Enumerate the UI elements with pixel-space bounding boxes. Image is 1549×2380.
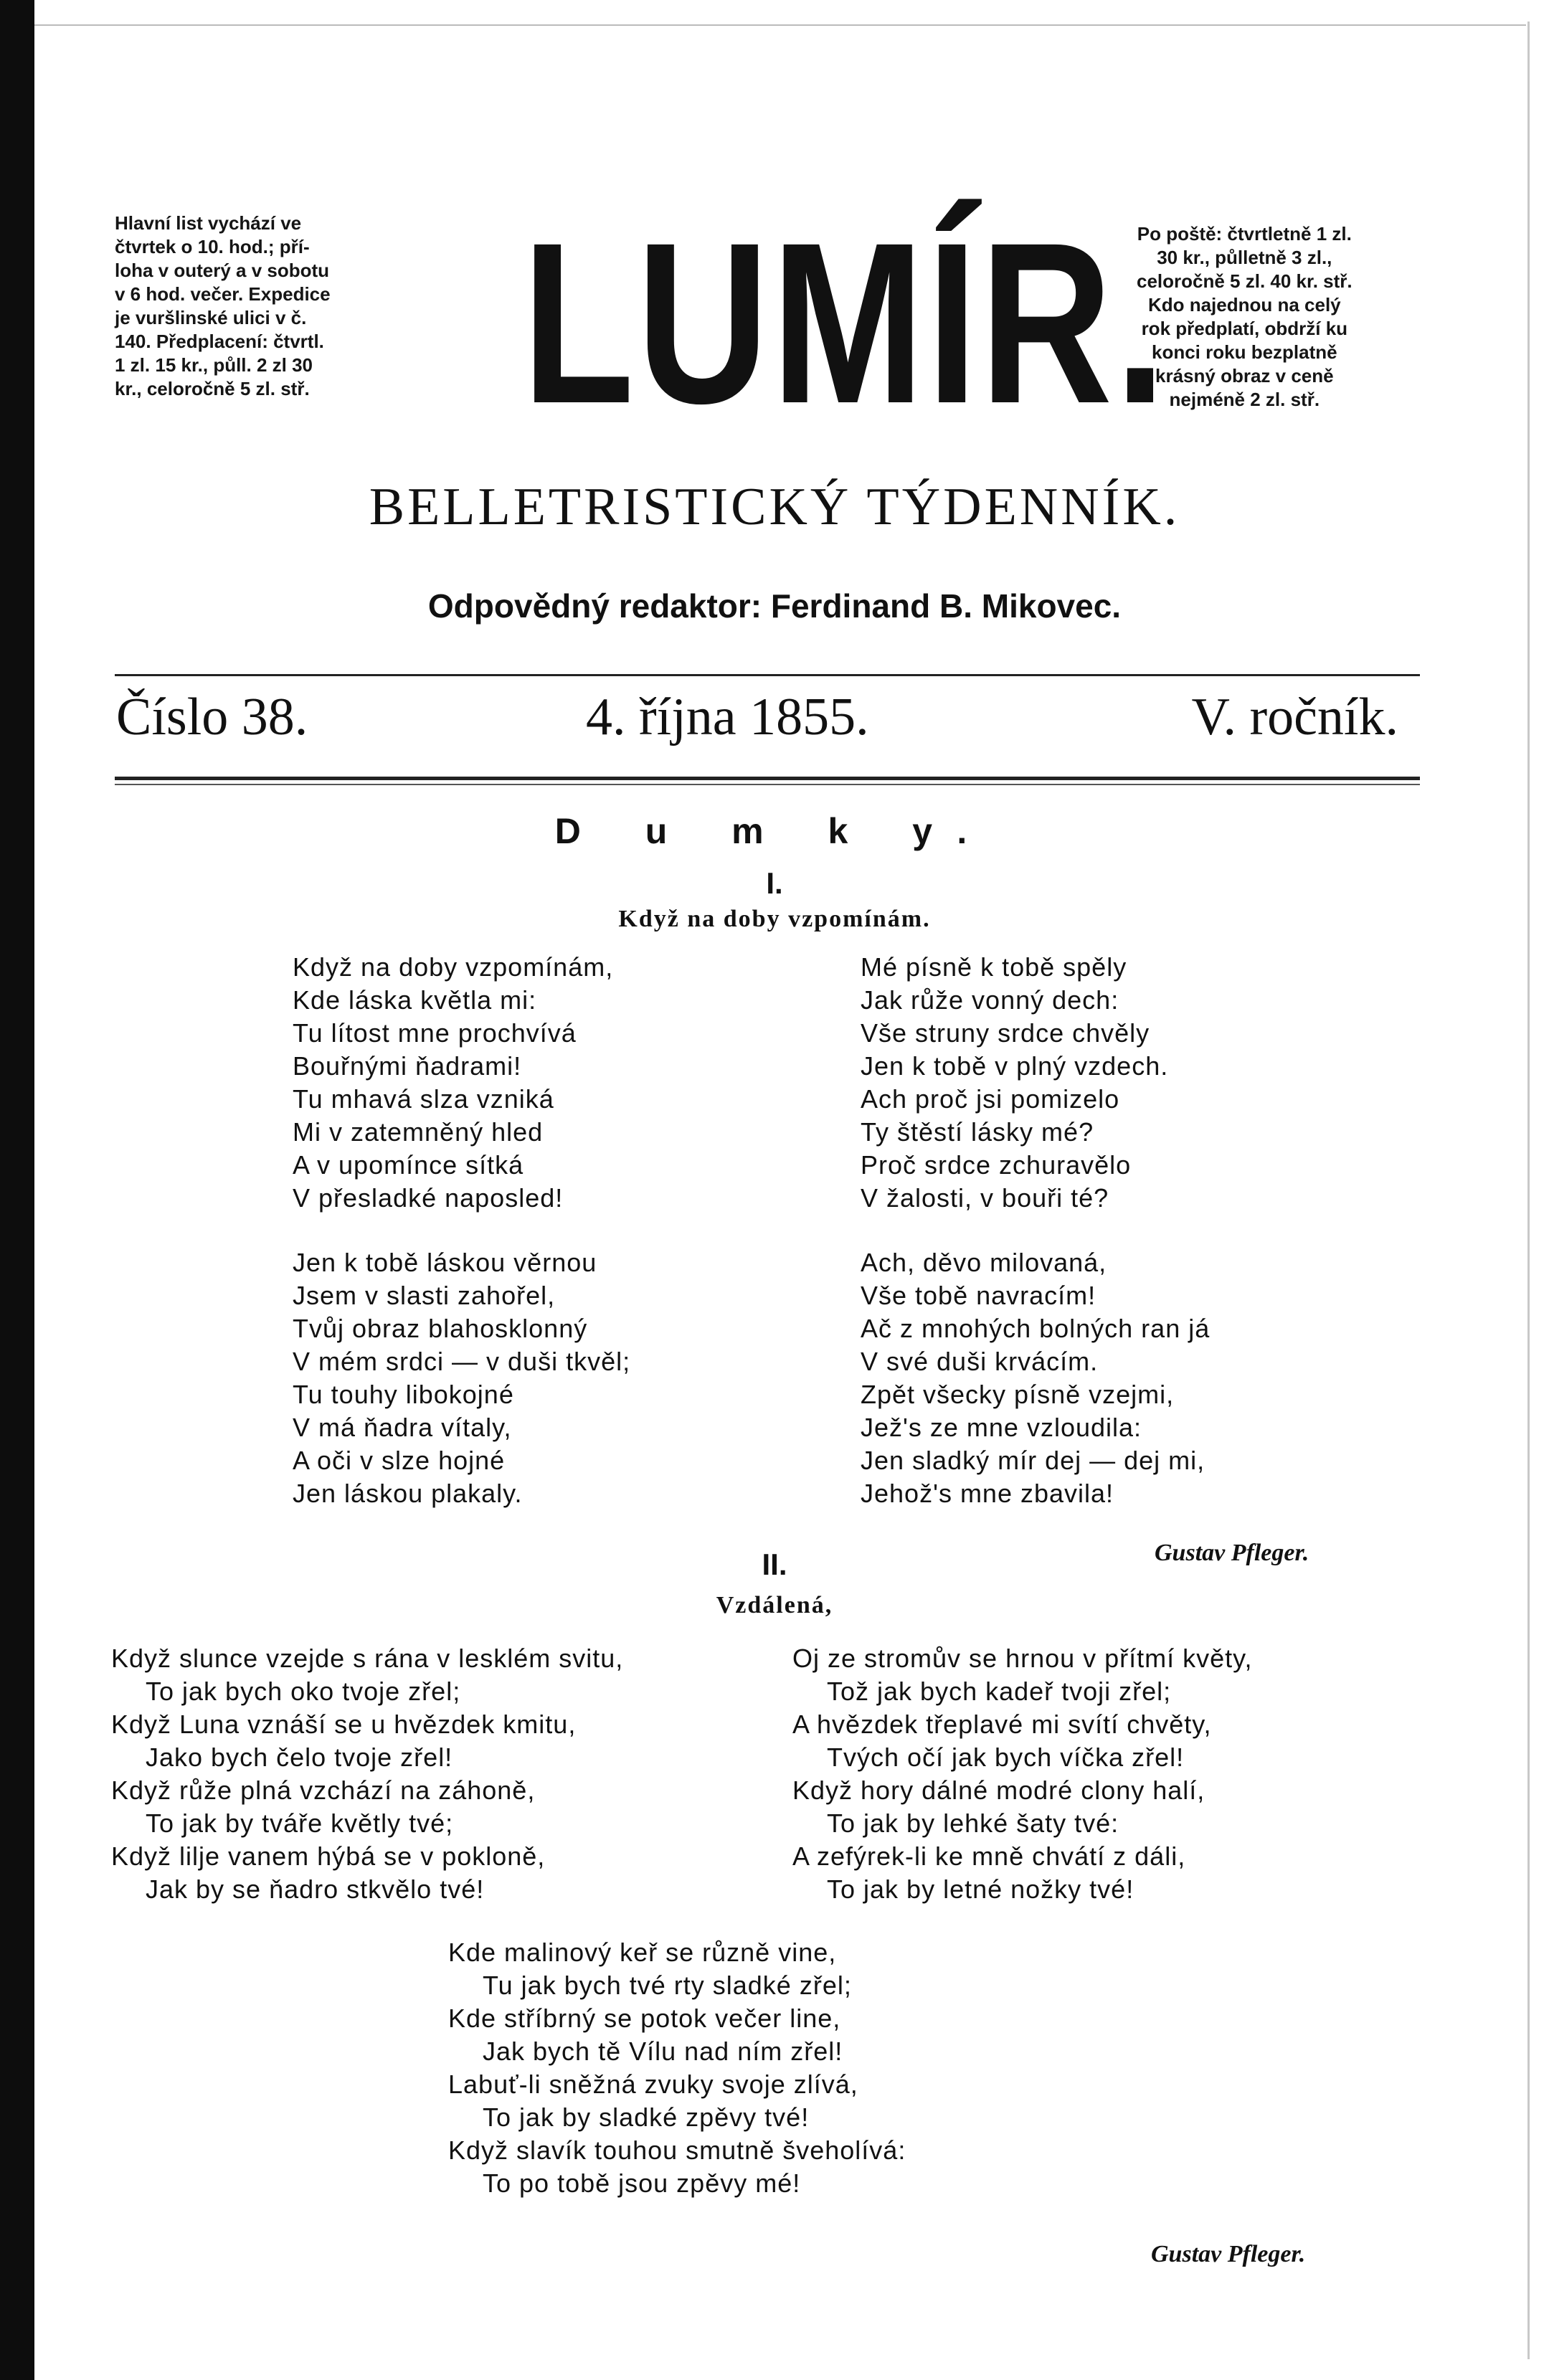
verse-line: Když růže plná vzchází na záhoně, bbox=[111, 1775, 536, 1805]
verse-line: To jak bych oko tvoje zřel; bbox=[146, 1677, 461, 1706]
header-left-line: 1 zl. 15 kr., půll. 2 zl 30 bbox=[115, 354, 313, 376]
divider bbox=[115, 777, 1420, 780]
verse-line: Mi v zatemněný hled bbox=[293, 1117, 544, 1147]
verse-line: Vše struny srdce chvěly bbox=[861, 1018, 1150, 1048]
poem-title: D u m k y. bbox=[554, 811, 995, 851]
header-left-line: v 6 hod. večer. Expedice bbox=[115, 283, 331, 305]
verse-line: Tu lítost mne prochvívá bbox=[293, 1018, 577, 1048]
verse-line: To po tobě jsou zpěvy mé! bbox=[483, 2168, 801, 2198]
header-right-notice bbox=[1137, 222, 1353, 412]
divider bbox=[115, 784, 1420, 785]
verse-line: To jak by tváře květly tvé; bbox=[146, 1808, 454, 1838]
header-right-line: krásný obraz v ceně bbox=[1155, 365, 1334, 387]
verse-line: Tvůj obraz blahosklonný bbox=[293, 1314, 588, 1343]
page-edge-right bbox=[1527, 22, 1530, 2359]
verse-line: A hvězdek třeplavé mi svítí chvěty, bbox=[792, 1710, 1212, 1739]
verse-line: A oči v slze hojné bbox=[293, 1446, 506, 1475]
header-right-line: rok předplatí, obdrží ku bbox=[1141, 318, 1348, 339]
subtitle: BELLETRISTICKÝ TÝDENNÍK. bbox=[369, 478, 1180, 536]
verse-line: Kde malinový keř se různě vine, bbox=[448, 1938, 837, 1967]
verse-line: Jak růže vonný dech: bbox=[861, 985, 1119, 1015]
issue-volume: V. ročník. bbox=[1191, 688, 1398, 746]
verse-line: V přesladké naposled! bbox=[293, 1183, 564, 1213]
stanza bbox=[861, 1246, 1210, 1510]
stanza bbox=[861, 951, 1168, 1215]
verse-line: Když slavík touhou smutně šveholívá: bbox=[448, 2135, 906, 2165]
issue-date: 4. října 1855. bbox=[586, 688, 869, 746]
masthead-title: LUMÍR. bbox=[522, 194, 1168, 451]
verse-line: A v upomínce sítká bbox=[293, 1150, 524, 1180]
verse-line: Ty štěstí lásky mé? bbox=[861, 1117, 1094, 1147]
verse-line: Jako bych čelo tvoje zřel! bbox=[146, 1743, 453, 1772]
verse-line: Tvých očí jak bych víčka zřel! bbox=[827, 1743, 1185, 1772]
verse-line: Když lilje vanem hýbá se v pokloně, bbox=[111, 1841, 546, 1871]
verse-line: To jak by letné nožky tvé! bbox=[827, 1874, 1134, 1904]
verse-line: Jak bych tě Vílu nad ním zřel! bbox=[483, 2037, 843, 2066]
verse-line: Mé písně k tobě spěly bbox=[861, 952, 1127, 982]
divider bbox=[115, 674, 1420, 676]
verse-line: Když Luna vznáší se u hvězdek kmitu, bbox=[111, 1710, 577, 1739]
editor-line: Odpovědný redaktor: Ferdinand B. Mikovec. bbox=[427, 587, 1122, 625]
verse-line: Jehož's mne zbavila! bbox=[861, 1479, 1114, 1508]
verse-line: Jsem v slasti zahořel, bbox=[293, 1281, 556, 1310]
verse-line: Jen sladký mír dej — dej mi, bbox=[861, 1446, 1205, 1475]
verse-line: V žalosti, v bouři té? bbox=[861, 1183, 1109, 1213]
stanza bbox=[111, 1642, 623, 1906]
verse-line: Kde láska květla mi: bbox=[293, 985, 537, 1015]
header-right-line: Kdo najednou na celý bbox=[1147, 294, 1341, 316]
section-numeral: II. bbox=[762, 1547, 787, 1581]
header-right-line: Po poště: čtvrtletně 1 zl. bbox=[1137, 223, 1352, 245]
issue-info bbox=[116, 688, 1420, 746]
verse-line: Zpět všecky písně vzejmi, bbox=[861, 1380, 1175, 1409]
verse-line: To jak by lehké šaty tvé: bbox=[827, 1808, 1119, 1838]
header-left-line: Hlavní list vychází ve bbox=[115, 212, 302, 234]
verse-line: Jen láskou plakaly. bbox=[293, 1479, 523, 1508]
header-left-line: loha v outerý a v sobotu bbox=[115, 260, 330, 281]
verse-line: Ach, děvo milovaná, bbox=[861, 1248, 1107, 1277]
header-left-line: čtvrtek o 10. hod.; pří- bbox=[115, 236, 310, 257]
verse-line: Když hory dálné modré clony halí, bbox=[792, 1775, 1205, 1805]
verse-line: Tu mhavá slza vzniká bbox=[293, 1084, 554, 1114]
author-signature: Gustav Pfleger. bbox=[1151, 2241, 1306, 2267]
header-right-line: 30 kr., půlletně 3 zl., bbox=[1157, 247, 1332, 268]
header-right-line: nejméně 2 zl. stř. bbox=[1169, 389, 1320, 410]
issue-number: Číslo 38. bbox=[116, 688, 308, 746]
verse-line: Vše tobě navracím! bbox=[861, 1281, 1096, 1310]
header-left-line: je vuršlinské ulici v č. bbox=[115, 307, 307, 328]
author-signature: Gustav Pfleger. bbox=[1155, 1540, 1309, 1566]
verse-line: Proč srdce zchuravělo bbox=[861, 1150, 1132, 1180]
verse-line: Tu jak bych tvé rty sladké zřel; bbox=[483, 1971, 852, 2000]
verse-line: Když na doby vzpomínám, bbox=[293, 952, 614, 982]
verse-line: Když slunce vzejde s rána v lesklém svitu, bbox=[111, 1644, 624, 1673]
stanza bbox=[293, 951, 613, 1215]
verse-line: Tož jak bych kadeř tvoji zřel; bbox=[827, 1677, 1172, 1706]
page-edge-top bbox=[34, 24, 1526, 26]
stanza bbox=[792, 1642, 1253, 1906]
verse-line: Jak by se ňadro stkvělo tvé! bbox=[146, 1874, 485, 1904]
verse-line: To jak by sladké zpěvy tvé! bbox=[483, 2102, 810, 2132]
binding-edge bbox=[0, 0, 34, 2380]
stanza bbox=[293, 1246, 630, 1510]
section-title: Vzdálená, bbox=[716, 1592, 833, 1618]
verse-line: A zefýrek-li ke mně chvátí z dáli, bbox=[792, 1841, 1186, 1871]
header-left-notice bbox=[115, 212, 331, 401]
verse-line: Tu touhy libokojné bbox=[293, 1380, 514, 1409]
verse-line: Oj ze stromův se hrnou v přítmí květy, bbox=[792, 1644, 1253, 1673]
verse-line: V mém srdci — v duši tkvěl; bbox=[293, 1347, 631, 1376]
verse-line: Labuť-li sněžná zvuky svoje zlívá, bbox=[448, 2070, 858, 2099]
verse-line: V své duši krvácím. bbox=[861, 1347, 1099, 1376]
verse-line: Kde stříbrný se potok večer line, bbox=[448, 2004, 841, 2033]
verse-line: Jen k tobě láskou věrnou bbox=[293, 1248, 597, 1277]
section-title: Když na doby vzpomínám. bbox=[618, 906, 931, 932]
verse-line: Ač z mnohých bolných ran já bbox=[861, 1314, 1211, 1343]
stanza bbox=[448, 1936, 906, 2200]
header-left-line: kr., celoročně 5 zl. stř. bbox=[115, 378, 310, 399]
verse-line: Jež's ze mne vzloudila: bbox=[861, 1413, 1142, 1442]
section-numeral: I. bbox=[766, 866, 783, 900]
verse-line: Bouřnými ňadrami! bbox=[293, 1051, 522, 1081]
verse-line: Jen k tobě v plný vzdech. bbox=[861, 1051, 1169, 1081]
header-right-line: konci roku bezplatně bbox=[1152, 341, 1337, 363]
verse-line: Ach proč jsi pomizelo bbox=[861, 1084, 1120, 1114]
header-left-line: 140. Předplacení: čtvrtl. bbox=[115, 331, 324, 352]
header-right-line: celoročně 5 zl. 40 kr. stř. bbox=[1137, 270, 1353, 292]
verse-line: V má ňadra vítaly, bbox=[293, 1413, 512, 1442]
